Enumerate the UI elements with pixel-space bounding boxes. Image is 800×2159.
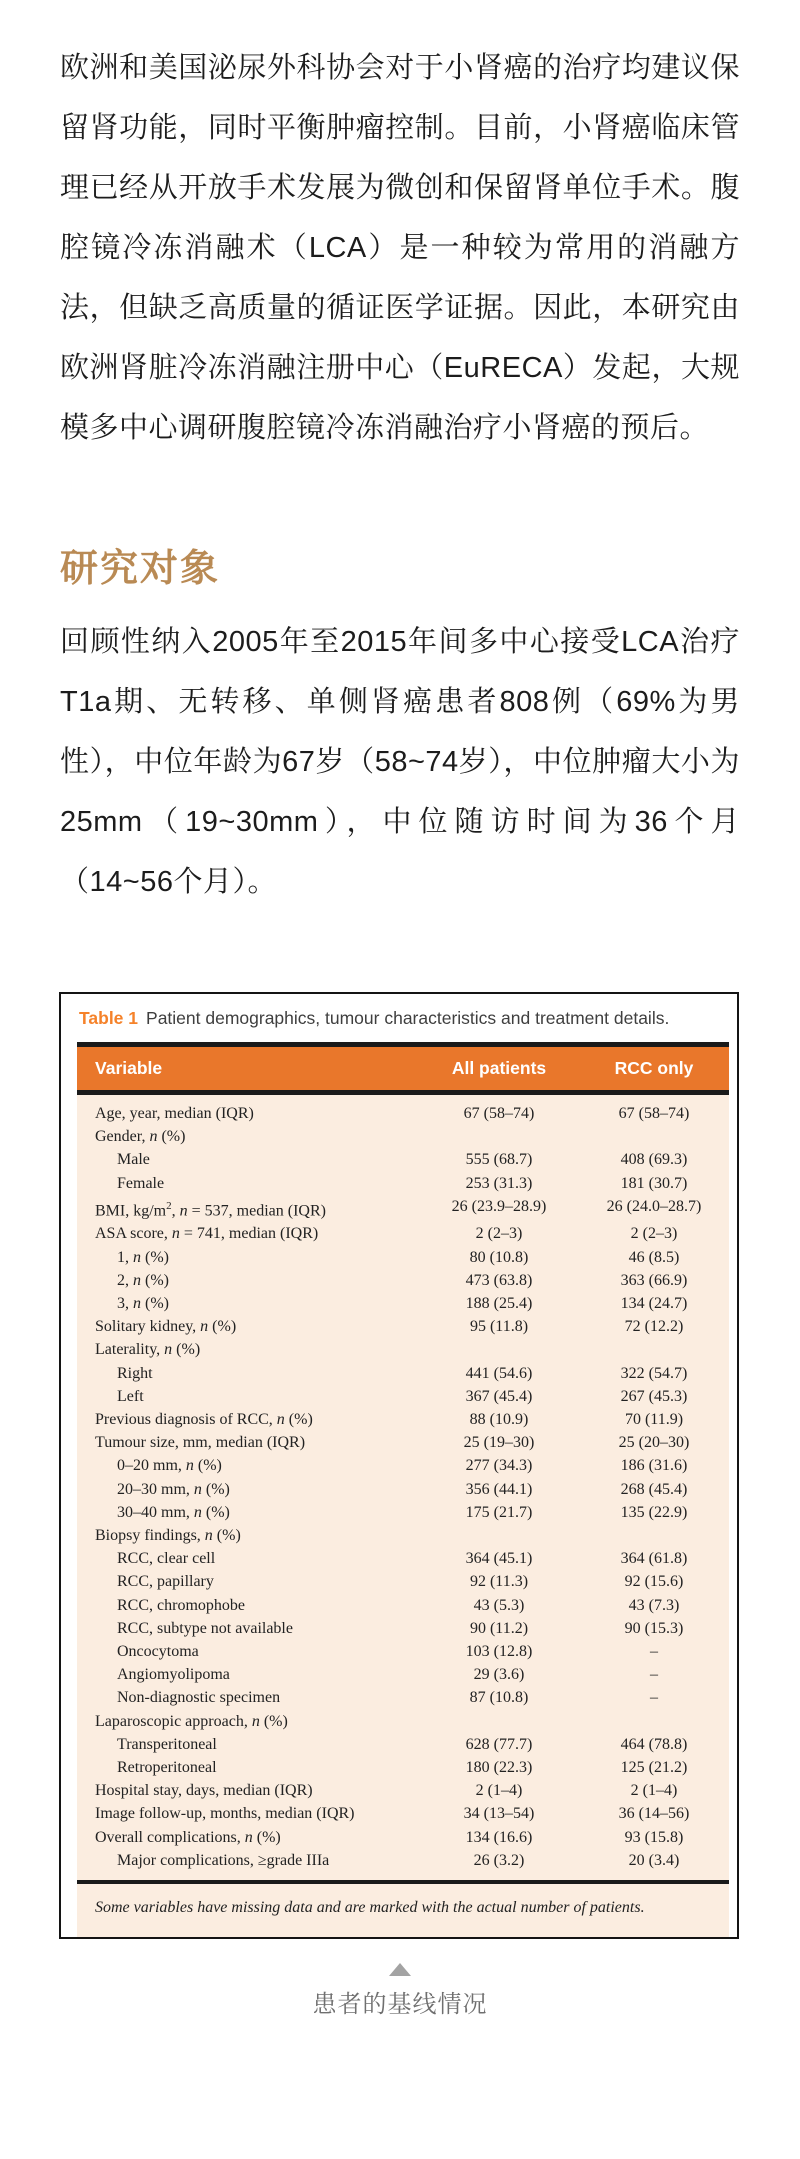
row-label: Left xyxy=(117,1387,144,1405)
collapse-arrow-icon xyxy=(389,1963,411,1976)
row-value-all-patients: 134 (16.6) xyxy=(465,1828,533,1846)
table-row xyxy=(77,1594,729,1617)
row-label: Laterality, n (%) xyxy=(95,1341,201,1359)
row-value-rcc-only: 70 (11.9) xyxy=(624,1410,684,1428)
row-value-rcc-only: 36 (14–56) xyxy=(618,1805,690,1823)
row-value-all-patients: 175 (21.7) xyxy=(465,1503,533,1521)
row-value-rcc-only: 2 (1–4) xyxy=(630,1782,678,1800)
table-row xyxy=(77,1710,729,1733)
row-value-all-patients: 441 (54.6) xyxy=(465,1364,533,1382)
table-row xyxy=(77,1148,729,1171)
table-row xyxy=(77,1385,729,1408)
table-row xyxy=(77,1172,729,1195)
table-row xyxy=(77,1779,729,1802)
row-value-all-patients: 277 (34.3) xyxy=(465,1457,533,1475)
row-value-all-patients: 95 (11.8) xyxy=(469,1318,529,1336)
row-value-all-patients: 188 (25.4) xyxy=(465,1294,533,1312)
row-value-all-patients: 367 (45.4) xyxy=(465,1387,533,1405)
table-body xyxy=(77,1095,729,1880)
row-label: RCC, subtype not available xyxy=(117,1619,293,1637)
table-figure xyxy=(59,992,739,1939)
row-label: 20–30 mm, n (%) xyxy=(117,1480,230,1498)
row-label: Image follow-up, months, median (IQR) xyxy=(95,1805,355,1823)
row-value-rcc-only: 135 (22.9) xyxy=(620,1503,688,1521)
row-label: Right xyxy=(117,1364,153,1382)
row-label: Major complications, ≥grade IIIa xyxy=(117,1851,330,1869)
row-value-all-patients xyxy=(419,1524,579,1547)
row-value-rcc-only: 464 (78.8) xyxy=(620,1735,688,1753)
table-row xyxy=(77,1222,729,1245)
row-value-all-patients: 26 (23.9–28.9) xyxy=(451,1197,547,1215)
row-value-rcc-only: 43 (7.3) xyxy=(628,1596,680,1614)
column-header-rcc-only: RCC only xyxy=(614,1058,694,1078)
row-value-all-patients: 555 (68.7) xyxy=(465,1151,533,1169)
row-value-all-patients: 25 (19–30) xyxy=(463,1434,535,1452)
row-label: BMI, $kg/m^2$, n = 537, median (IQR) xyxy=(95,1199,326,1220)
row-value-rcc-only: 181 (30.7) xyxy=(620,1174,688,1192)
row-value-all-patients: 628 (77.7) xyxy=(465,1735,533,1753)
row-label: Retroperitoneal xyxy=(117,1759,217,1777)
row-value-rcc-only: 125 (21.2) xyxy=(620,1759,688,1777)
row-label: Solitary kidney, n (%) xyxy=(95,1318,237,1336)
row-value-rcc-only: 90 (15.3) xyxy=(624,1619,684,1637)
row-value-all-patients xyxy=(419,1125,579,1148)
row-value-all-patients: 90 (11.2) xyxy=(469,1619,529,1637)
row-label: 3, n (%) xyxy=(117,1294,169,1312)
row-value-all-patients: 2 (1–4) xyxy=(475,1782,523,1800)
row-value-all-patients: 253 (31.3) xyxy=(465,1174,533,1192)
row-value-all-patients: 88 (10.9) xyxy=(469,1410,529,1428)
row-value-all-patients: 473 (63.8) xyxy=(465,1271,533,1289)
row-label: RCC, papillary xyxy=(117,1573,214,1591)
row-label: 0–20 mm, n (%) xyxy=(117,1457,222,1475)
table-row xyxy=(77,1125,729,1148)
table-row xyxy=(77,1849,729,1872)
table-row xyxy=(77,1362,729,1385)
column-header-variable: Variable xyxy=(95,1058,163,1078)
table-row xyxy=(77,1408,729,1431)
row-value-rcc-only: 20 (3.4) xyxy=(628,1851,680,1869)
row-value-rcc-only: 267 (45.3) xyxy=(620,1387,688,1405)
row-label: Previous diagnosis of RCC, n (%) xyxy=(95,1410,313,1428)
table-caption xyxy=(77,1004,729,1042)
row-label: 30–40 mm, n (%) xyxy=(117,1503,230,1521)
row-value-rcc-only: 2 (2–3) xyxy=(630,1225,678,1243)
row-label: Transperitoneal xyxy=(117,1735,217,1753)
row-label: 1, n (%) xyxy=(117,1248,169,1266)
row-value-rcc-only xyxy=(579,1338,729,1361)
row-value-all-patients xyxy=(419,1338,579,1361)
table-row xyxy=(77,1663,729,1686)
table-row xyxy=(77,1547,729,1570)
table-row xyxy=(77,1756,729,1779)
row-label: Angiomyolipoma xyxy=(117,1666,230,1684)
table-row xyxy=(77,1431,729,1454)
row-label: Age, year, median (IQR) xyxy=(95,1105,254,1122)
row-value-all-patients xyxy=(419,1710,579,1733)
table-row xyxy=(77,1501,729,1524)
row-value-all-patients: 103 (12.8) xyxy=(465,1643,533,1660)
row-value-all-patients: 92 (11.3) xyxy=(469,1573,529,1591)
row-label: Hospital stay, days, median (IQR) xyxy=(95,1782,313,1800)
row-value-all-patients: 67 (58–74) xyxy=(463,1105,535,1122)
row-value-rcc-only: 67 (58–74) xyxy=(618,1105,690,1122)
row-value-all-patients: 180 (22.3) xyxy=(465,1759,533,1777)
table-row xyxy=(77,1269,729,1292)
row-value-all-patients: 356 (44.1) xyxy=(465,1480,533,1498)
row-value-rcc-only: 363 (66.9) xyxy=(620,1271,688,1289)
row-value-rcc-only: 25 (20–30) xyxy=(618,1434,690,1452)
row-value-rcc-only xyxy=(579,1524,729,1547)
table-row xyxy=(77,1826,729,1849)
row-label: RCC, chromophobe xyxy=(117,1596,245,1614)
table-row xyxy=(77,1686,729,1709)
table-row xyxy=(77,1570,729,1593)
table-row xyxy=(77,1640,729,1663)
row-value-rcc-only: 46 (8.5) xyxy=(628,1248,680,1266)
row-label: Overall complications, n (%) xyxy=(95,1828,281,1846)
row-label: Female xyxy=(117,1174,165,1192)
intro-paragraph: 欧洲和美国泌尿外科协会对于小肾癌的治疗均建议保留肾功能，同时平衡肿瘤控制。目前，小肾癌临床管理已经从开放手术发展为微创和保留肾单位手术。腹腔镜冷冻消融术（LCA）是一种较为常用的消融方法，但缺乏高质量的循证医学证据。因此，本研究由欧洲肾脏冷冻消融注册中心（EuRECA）发起，大规模多中心调研腹腔镜冷冻消融治疗小肾癌的预后。 xyxy=(60,52,740,444)
section-heading: 研究对象 xyxy=(60,548,221,590)
row-value-rcc-only: 93 (15.8) xyxy=(624,1828,684,1846)
table-number-label: Table 1 xyxy=(79,1008,139,1028)
row-value-rcc-only xyxy=(579,1125,729,1148)
row-value-all-patients: 29 (3.6) xyxy=(473,1666,525,1684)
figure-caption-text: 患者的基线情况 xyxy=(312,1991,488,2019)
table-row xyxy=(77,1478,729,1501)
row-value-rcc-only: 186 (31.6) xyxy=(620,1457,688,1475)
row-value-rcc-only: 268 (45.4) xyxy=(620,1480,688,1498)
row-label: ASA score, n = 741, median (IQR) xyxy=(95,1225,319,1243)
row-value-rcc-only: 72 (12.2) xyxy=(624,1318,684,1336)
row-label: Oncocytoma xyxy=(117,1643,199,1660)
row-value-all-patients: 43 (5.3) xyxy=(473,1596,525,1614)
table-row xyxy=(77,1524,729,1547)
row-label: RCC, clear cell xyxy=(117,1550,216,1568)
table-row xyxy=(77,1454,729,1477)
table-caption-text: Patient demographics, tumour characteristics and treatment details. xyxy=(146,1008,670,1028)
table-row xyxy=(77,1102,729,1125)
row-label: Tumour size, mm, median (IQR) xyxy=(95,1434,306,1452)
table-header-row xyxy=(77,1042,729,1095)
table-row xyxy=(77,1315,729,1338)
table-row xyxy=(77,1292,729,1315)
row-value-rcc-only: 92 (15.6) xyxy=(624,1573,684,1591)
table-row xyxy=(77,1195,729,1223)
row-value-rcc-only: 26 (24.0–28.7) xyxy=(606,1197,702,1215)
row-label: Gender, n (%) xyxy=(95,1128,186,1146)
table-row xyxy=(77,1802,729,1825)
row-value-all-patients: 80 (10.8) xyxy=(469,1248,529,1266)
row-value-all-patients: 87 (10.8) xyxy=(469,1689,529,1707)
row-label: 2, n (%) xyxy=(117,1271,169,1289)
column-header-all-patients: All patients xyxy=(451,1058,547,1078)
row-value-rcc-only: – xyxy=(650,1666,658,1684)
row-label: Male xyxy=(117,1151,150,1169)
table-row xyxy=(77,1246,729,1269)
row-value-all-patients: 34 (13–54) xyxy=(463,1805,535,1823)
row-value-rcc-only: – xyxy=(650,1643,658,1660)
row-value-rcc-only: – xyxy=(650,1689,658,1707)
row-value-all-patients: 364 (45.1) xyxy=(465,1550,533,1568)
row-value-rcc-only: 364 (61.8) xyxy=(620,1550,688,1568)
row-value-all-patients: 26 (3.2) xyxy=(473,1851,525,1869)
row-value-all-patients: 2 (2–3) xyxy=(475,1225,523,1243)
table-row xyxy=(77,1617,729,1640)
table-row xyxy=(77,1733,729,1756)
methods-paragraph: 回顾性纳入2005年至2015年间多中心接受LCA治疗T1a期、无转移、单侧肾癌患者808例（69%为男性），中位年龄为67岁（58~74岁），中位肿瘤大小为25mm（19~30mm），中位随访时间为36个月（14~56个月）。 xyxy=(60,626,740,898)
table-footnote: Some variables have missing data and are marked with the actual number of patients. xyxy=(77,1880,729,1937)
row-value-rcc-only: 408 (69.3) xyxy=(620,1151,688,1169)
row-value-rcc-only: 322 (54.7) xyxy=(620,1364,688,1382)
row-label: Laparoscopic approach, n (%) xyxy=(95,1712,288,1730)
row-label: Biopsy findings, n (%) xyxy=(95,1526,241,1544)
row-label: Non-diagnostic specimen xyxy=(117,1689,281,1707)
table-row xyxy=(77,1338,729,1361)
row-value-rcc-only xyxy=(579,1710,729,1733)
row-value-rcc-only: 134 (24.7) xyxy=(620,1294,688,1312)
